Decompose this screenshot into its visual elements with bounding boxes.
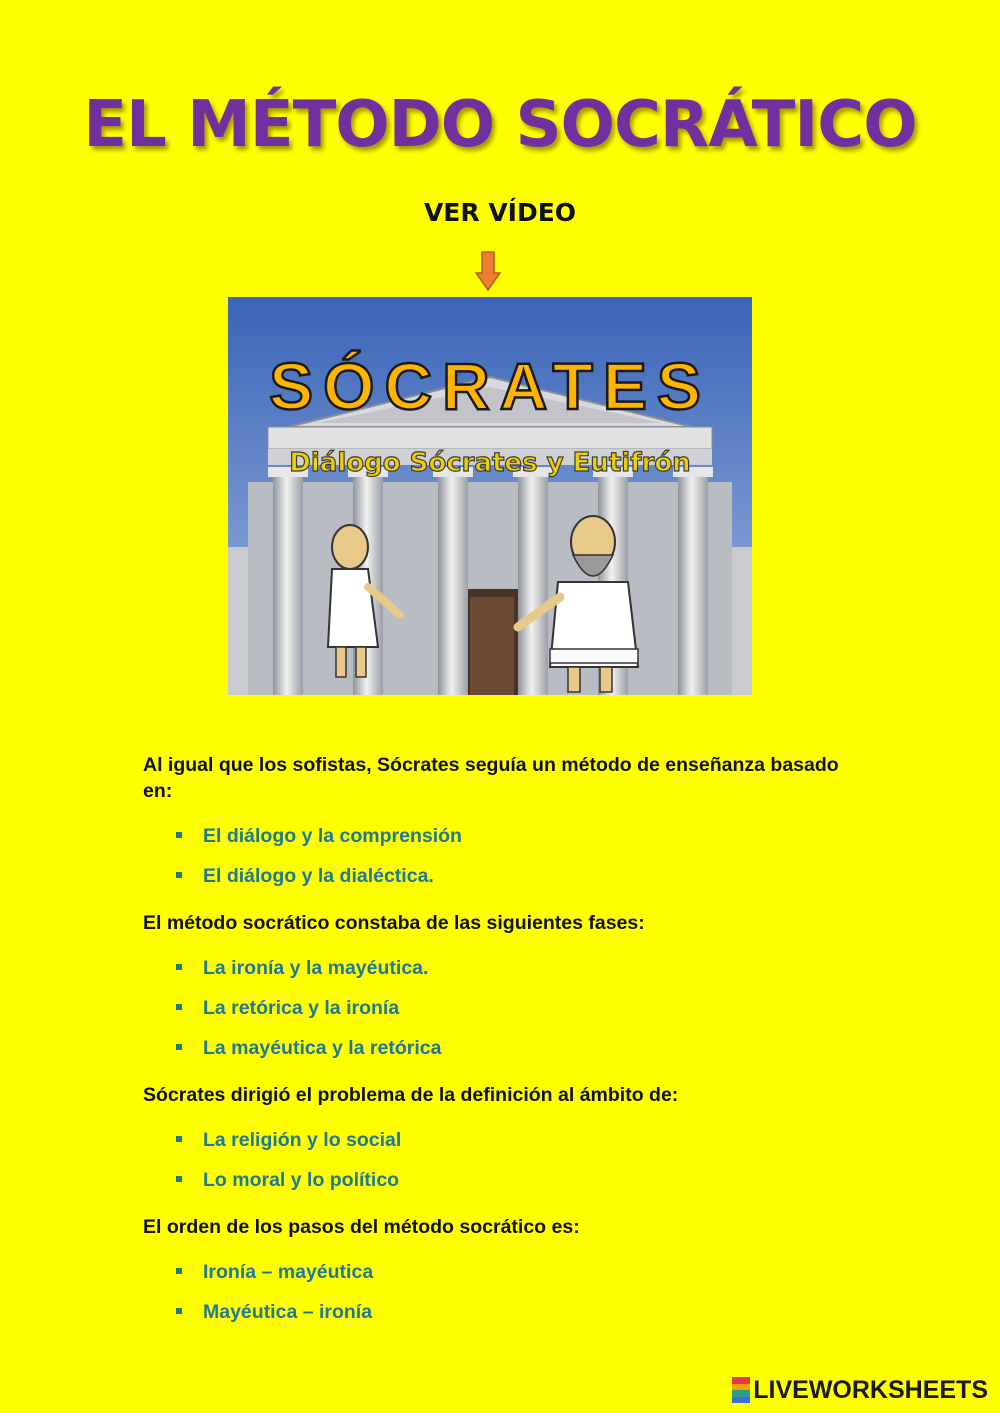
question-text: Al igual que los sofistas, Sócrates seguía un método de enseñanza basado en: xyxy=(143,754,839,802)
question-text: El método socrático constaba de las siguientes fases: xyxy=(143,912,645,934)
question-block xyxy=(143,1082,863,1200)
liveworksheets-watermark xyxy=(732,1375,988,1405)
video-thumbnail[interactable] xyxy=(228,297,752,695)
bullet-icon xyxy=(176,1176,182,1182)
question-block xyxy=(143,910,863,1068)
bullet-icon xyxy=(176,872,182,878)
answer-option[interactable]: La religión y lo social xyxy=(143,1120,863,1160)
answer-option[interactable]: La mayéutica y la retórica xyxy=(143,1028,863,1068)
answer-option[interactable]: La ironía y la mayéutica. xyxy=(143,948,863,988)
down-arrow-icon xyxy=(475,251,501,291)
question-text: Sócrates dirigió el problema de la definición al ámbito de: xyxy=(143,1084,679,1106)
liveworksheets-logo-icon xyxy=(732,1377,750,1403)
bullet-icon xyxy=(176,832,182,838)
bullet-icon xyxy=(176,964,182,970)
answer-option[interactable]: Lo moral y lo político xyxy=(143,1160,863,1200)
bullet-icon xyxy=(176,1044,182,1050)
answer-option[interactable]: El diálogo y la dialéctica. xyxy=(143,856,863,896)
answer-option[interactable]: El diálogo y la comprensión xyxy=(143,816,863,856)
thumbnail-title: SÓCRATES xyxy=(269,349,711,423)
bullet-icon xyxy=(176,1308,182,1314)
answer-option[interactable]: Mayéutica – ironía xyxy=(143,1292,863,1332)
question-block xyxy=(143,752,863,896)
answer-option[interactable]: La retórica y la ironía xyxy=(143,988,863,1028)
bullet-icon xyxy=(176,1136,182,1142)
question-block xyxy=(143,1214,863,1332)
quiz xyxy=(143,752,863,1346)
thumbnail-subtitle: Diálogo Sócrates y Eutifrón xyxy=(289,448,691,478)
bullet-icon xyxy=(176,1004,182,1010)
answer-option[interactable]: Ironía – mayéutica xyxy=(143,1252,863,1292)
watch-video-link[interactable]: VER VÍDEO xyxy=(423,198,577,227)
question-text: El orden de los pasos del método socrático es: xyxy=(143,1216,580,1238)
page-title: EL MÉTODO SOCRÁTICO xyxy=(83,88,917,162)
watermark-text: LIVEWORKSHEETS xyxy=(753,1375,988,1404)
bullet-icon xyxy=(176,1268,182,1274)
